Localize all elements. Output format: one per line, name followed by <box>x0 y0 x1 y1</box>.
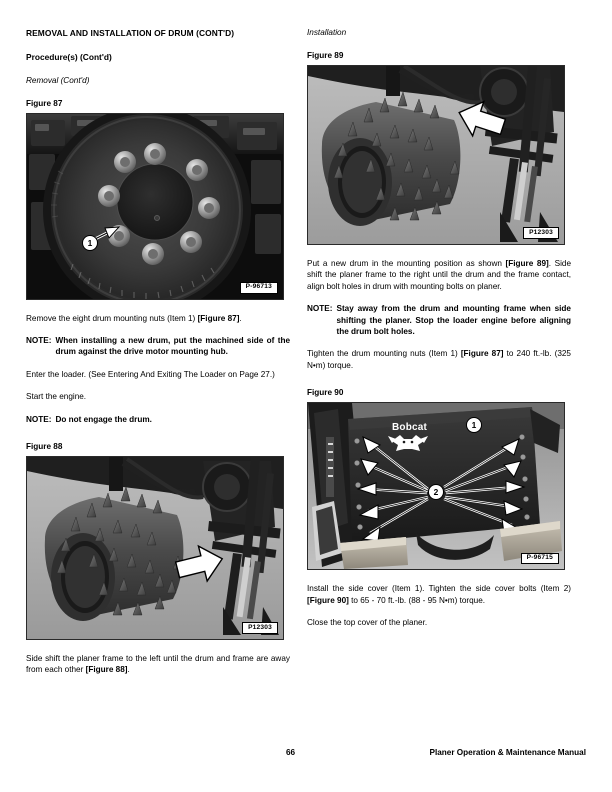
paragraph-install-side-cover <box>307 583 571 606</box>
text-run: Side shift the planer frame to the left until the drum and frame are away from each other <box>26 653 290 675</box>
paragraph-side-shift-left <box>26 653 290 676</box>
note-text: When installing a new drum, put the machined side of the drum against the drive motor mounting hub. <box>55 335 290 357</box>
paragraph-remove-nuts <box>26 313 290 324</box>
page-footer <box>26 748 586 760</box>
note-text: Stay away from the drum and mounting frame when side shifting the planer. Stop the loader engine before aligning the drum bolt holes. <box>336 304 571 337</box>
text-run: Install the side cover (Item 1). Tighten the side cover bolts (Item 2) <box>307 584 571 594</box>
right-column <box>307 28 571 628</box>
text-run: to 65 - 70 ft.-lb. (88 - 95 N•m) torque. <box>348 595 486 605</box>
paragraph-put-new-drum <box>307 258 571 292</box>
paragraph-enter-loader: Enter the loader. (See Entering And Exiting The Loader on Page 27.) <box>26 369 275 379</box>
figure-90-callout-1: 1 <box>466 417 482 433</box>
paragraph-tighten-nuts <box>307 348 571 371</box>
note-stay-away <box>307 303 571 337</box>
figure-87-photo <box>27 114 283 299</box>
figure-89-label: Figure 89 <box>307 51 344 60</box>
figure-reference: [Figure 87] <box>197 313 240 323</box>
figure-87-photo-id: P-96713 <box>240 282 278 294</box>
page-title: REMOVAL AND INSTALLATION OF DRUM (CONT'D) <box>26 28 235 38</box>
figure-reference: [Figure 87] <box>460 349 504 359</box>
figure-90-callout-2: 2 <box>428 484 444 500</box>
note-label: NOTE: <box>26 414 52 424</box>
footer-page-number: 66 <box>286 748 296 757</box>
text-run: to 240 ft.-lb. (325 N•m) torque. <box>307 349 571 370</box>
figure-87-label: Figure 87 <box>26 98 63 108</box>
figure-reference: [Figure 90] <box>307 595 349 605</box>
figure-89-photo <box>308 66 564 244</box>
figure-90-photo-id: P-96715 <box>521 553 559 565</box>
subsection-heading-installation: Installation <box>307 28 347 37</box>
bobcat-wordmark: Bobcat <box>392 422 428 434</box>
paragraph-start-engine: Start the engine. <box>26 392 87 402</box>
text-run: . Side shift the planer frame to the right until the drum and the frame contact, align bolt holes in drum with mounting bolts on planer. <box>307 259 572 291</box>
note-machined-side <box>26 335 290 358</box>
figure-90-image <box>307 402 565 570</box>
side-cover-panel <box>348 407 560 543</box>
text-run: . <box>239 313 242 323</box>
figure-90-label: Figure 90 <box>307 388 344 398</box>
figure-88-label: Figure 88 <box>26 441 63 451</box>
text-run: Tighten the drum mounting nuts (Item 1) <box>307 349 461 359</box>
figure-88-image <box>26 456 284 640</box>
figure-88-photo <box>27 457 283 639</box>
figure-87-callout-1: 1 <box>82 235 98 251</box>
subsection-heading-removal: Removal (Cont'd) <box>26 75 90 85</box>
text-run: Put a new drum in the mounting position as shown <box>307 259 506 268</box>
note-do-not-engage <box>26 414 290 425</box>
paragraph-close-top-cover: Close the top cover of the planer. <box>307 618 428 628</box>
footer-manual-title: Planer Operation & Maintenance Manual <box>429 748 586 757</box>
section-heading-procedures: Procedure(s) (Cont'd) <box>26 51 112 62</box>
figure-87-image <box>26 113 284 300</box>
text-run: Remove the eight drum mounting nuts (Item 1) <box>26 313 198 323</box>
figure-89-photo-id: P12303 <box>523 227 559 239</box>
text-run: . <box>127 665 130 675</box>
left-column <box>26 28 290 676</box>
note-label: NOTE: <box>307 304 333 314</box>
figure-89-image <box>307 65 565 245</box>
figure-88-photo-id: P12303 <box>242 622 278 634</box>
note-text: Do not engage the drum. <box>55 414 152 424</box>
note-label: NOTE: <box>26 335 52 345</box>
figure-reference: [Figure 88] <box>85 665 128 675</box>
figure-reference: [Figure 89] <box>505 259 549 268</box>
